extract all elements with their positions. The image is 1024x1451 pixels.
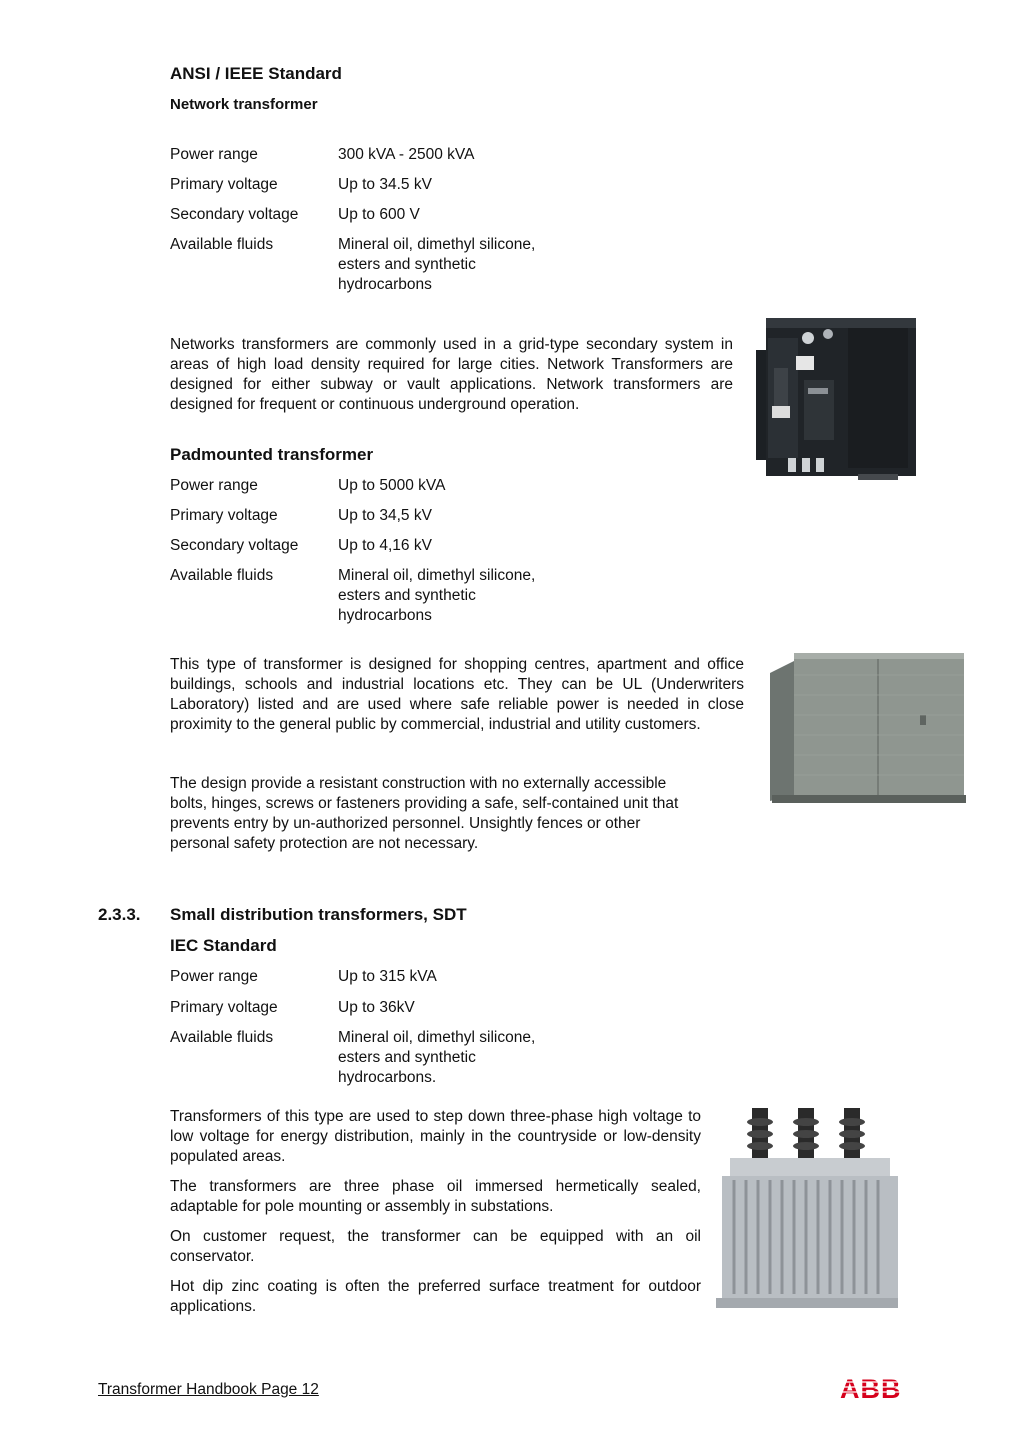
text-line: The design provide a resistant construction with no externally accessible: [170, 775, 667, 792]
spec-label: Secondary voltage: [170, 206, 299, 223]
padmounted-description: This type of transformer is designed for shopping centres, apartment and office buildings, schools and industrial locations etc. They can be UL (Underwriters Laboratory) listed and are used where safe reliable power is needed in close proximity to the general public by commercial, industrial and utility customers.: [170, 656, 744, 733]
spec-value: Mineral oil, dimethyl silicone, esters and synthetic hydrocarbons: [338, 567, 536, 624]
spec-label: Power range: [170, 146, 258, 163]
spec-value: Mineral oil, dimethyl silicone, esters and synthetic hydrocarbons.: [338, 1029, 536, 1086]
spec-value: Up to 5000 kVA: [338, 477, 446, 494]
sdt-transformer-image: [712, 1102, 902, 1320]
spec-value: Up to 34.5 kV: [338, 176, 432, 193]
section-title-sdt: Small distribution transformers, SDT: [170, 905, 467, 924]
subsection-title-network: Network transformer: [170, 96, 318, 113]
spec-label: Available fluids: [170, 1029, 274, 1046]
sdt-coating-description: Hot dip zinc coating is often the preferred surface treatment for outdoor applications.: [170, 1278, 701, 1315]
sdt-conservator-description: On customer request, the transformer can be equipped with an oil conservator.: [170, 1228, 701, 1265]
spec-label: Primary voltage: [170, 507, 278, 524]
network-transformer-image: [748, 308, 928, 490]
spec-value: Up to 600 V: [338, 206, 420, 223]
sdt-sealing-description: The transformers are three phase oil immersed hermetically sealed, adaptable for pole mounting or assembly in substations.: [170, 1178, 701, 1215]
spec-label: Available fluids: [170, 236, 274, 253]
text-line: bolts, hinges, screws or fasteners providing a safe, self-contained unit that: [170, 795, 679, 812]
spec-value: Mineral oil, dimethyl silicone, esters and synthetic hydrocarbons: [338, 236, 536, 293]
text-line: personal safety protection are not necessary.: [170, 835, 479, 852]
text-line: prevents entry by un-authorized personnel. Unsightly fences or other: [170, 815, 641, 832]
padmounted-design-description: [170, 774, 770, 854]
subsection-title-padmounted: Padmounted transformer: [170, 445, 374, 464]
spec-value: Up to 34,5 kV: [338, 507, 432, 524]
spec-label: Primary voltage: [170, 176, 278, 193]
spec-value: Up to 4,16 kV: [338, 537, 432, 554]
padmounted-transformer-image: [760, 645, 970, 810]
spec-label: Available fluids: [170, 567, 274, 584]
spec-label: Power range: [170, 477, 258, 494]
section-number: 2.3.3.: [98, 905, 141, 924]
spec-value: Up to 36kV: [338, 999, 415, 1016]
spec-label: Secondary voltage: [170, 537, 299, 554]
subsection-title-iec: IEC Standard: [170, 936, 277, 955]
spec-label: Power range: [170, 968, 258, 985]
spec-value: 300 kVA - 2500 kVA: [338, 146, 475, 163]
spec-label: Primary voltage: [170, 999, 278, 1016]
spec-value: Up to 315 kVA: [338, 968, 437, 985]
svg-text:ABB: ABB: [840, 1374, 902, 1404]
abb-logo: [838, 1374, 912, 1404]
network-description: Networks transformers are commonly used in a grid-type secondary system in areas of high load density required for large cities. Network Transformers are designed for either subway or vault applications. Network transformers are designed for frequent or continuous underground operation.: [170, 336, 733, 413]
section-title-ansi: ANSI / IEEE Standard: [170, 64, 342, 83]
footer-page-label: Transformer Handbook Page 12: [98, 1381, 319, 1398]
sdt-description: Transformers of this type are used to step down three-phase high voltage to low voltage for energy distribution, mainly in the countryside or low-density populated areas.: [170, 1108, 701, 1165]
